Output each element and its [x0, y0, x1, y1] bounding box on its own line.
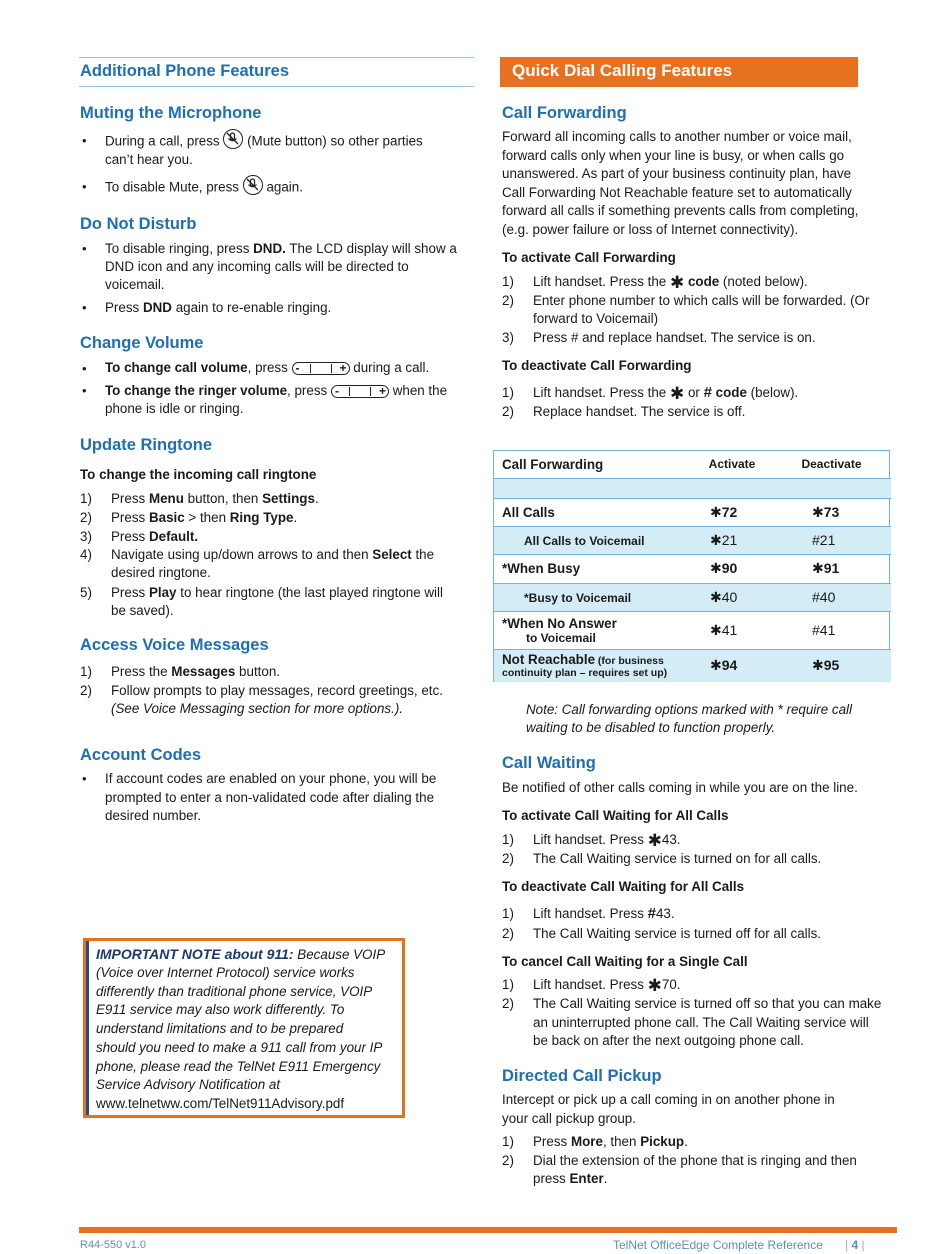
table-row: [494, 611, 891, 649]
muting-title: Muting the Microphone: [80, 104, 262, 122]
footer-doc-title: TelNet OfficeEdge Complete Reference: [613, 1238, 823, 1252]
step-number: 1): [80, 664, 92, 679]
step-number: 1): [502, 1134, 514, 1149]
forwarding-paragraph-line: Call Forwarding Not Reachable feature set to automatically: [502, 184, 852, 200]
dnd-title: Do Not Disturb: [80, 215, 197, 233]
table-row: [494, 583, 891, 611]
note-911-text-line: differently than traditional phone service, VOIP: [96, 983, 373, 999]
step-number: 1): [502, 832, 514, 847]
table-note-line-2: waiting to be disabled to function properly.: [526, 720, 776, 735]
forwarding-activate-step-1: Lift handset. Press the ✱ code (noted below).: [533, 273, 808, 292]
table-header-deactivate: Deactivate: [801, 457, 862, 472]
account-line-3: desired number.: [105, 808, 202, 823]
right-section-header: [500, 57, 858, 87]
forwarding-deactivate-title: To deactivate Call Forwarding: [502, 358, 692, 373]
note-911-text-line: E911 service may also work differently. To: [96, 1002, 345, 1018]
muting-bullet-1: During a call, press (Mute button) so other parties: [105, 132, 475, 152]
step-number: 2): [502, 1153, 514, 1168]
waiting-cancel-step-2-line: an uninterrupted phone call. The Call Waiting service will: [533, 1014, 869, 1030]
footer-doc-code: R44-550 v1.0: [80, 1239, 147, 1251]
forwarding-deactivate-step-1: Lift handset. Press the ✱ or # code (below).: [533, 384, 799, 403]
waiting-deactivate-step-2: The Call Waiting service is turned off for all calls.: [533, 926, 822, 941]
step-number: 3): [80, 529, 92, 544]
waiting-cancel-step-2-line: The Call Waiting service is turned off so that you can make: [533, 996, 882, 1011]
bullet: •: [82, 361, 87, 376]
ringtone-step: Press Basic > then Ring Type.: [111, 510, 298, 525]
dnd-bullet-2: Press DND again to re-enable ringing.: [105, 300, 332, 315]
table-row: [494, 526, 891, 554]
table-cell-activate-code: ✱41: [692, 611, 772, 649]
table-cell-deactivate-code: #21: [772, 526, 891, 554]
voice-step-1: Press the Messages button.: [111, 664, 280, 679]
table-cell-deactivate-code: #41: [772, 611, 891, 649]
bullet: •: [82, 383, 87, 398]
step-number: 2): [502, 293, 514, 308]
table-cell-activate-code: ✱72: [692, 498, 772, 526]
forwarding-paragraph-line: forward all calls if something prevents calls from completing,: [502, 203, 859, 218]
step-number: 2): [502, 996, 514, 1011]
step-number: 5): [80, 585, 92, 600]
waiting-activate-step-2: The Call Waiting service is turned on for all calls.: [533, 851, 822, 866]
table-cell-deactivate-code: ✱91: [772, 554, 891, 583]
step-number: 2): [502, 404, 514, 419]
volume-bullet-1: To change call volume, press - + during a call.: [105, 360, 430, 375]
forwarding-deactivate-step-2: Replace handset. The service is off.: [533, 404, 746, 419]
table-row: [494, 649, 891, 682]
ringtone-step: Press Play to hear ringtone (the last played ringtone will: [111, 585, 443, 600]
table-cell-deactivate-code: #40: [772, 583, 891, 611]
step-number: 2): [502, 926, 514, 941]
waiting-deactivate-title: To deactivate Call Waiting for All Calls: [502, 879, 745, 894]
account-line-1: If account codes are enabled on your phone, you will be: [105, 771, 437, 786]
bullet: •: [82, 241, 87, 256]
dnd-bullet-1-line3: voicemail.: [105, 277, 165, 292]
bullet: •: [82, 300, 87, 315]
dnd-bullet-1: To disable ringing, press DND. The LCD display will show a: [105, 241, 457, 256]
step-number: 1): [80, 491, 92, 506]
step-number: 3): [502, 330, 514, 345]
step-number: 1): [502, 274, 514, 289]
ringtone-step: Press Default.: [111, 529, 199, 544]
pickup-step-1: Press More, then Pickup.: [533, 1134, 688, 1149]
note-911-text-line: understand limitations and to be prepared: [96, 1021, 344, 1037]
muting-bullet-2: To disable Mute, press again.: [105, 178, 475, 198]
table-cell-feature: *Busy to Voicemail: [494, 583, 692, 611]
volume-key-icon: - +: [331, 385, 389, 398]
volume-bullet-2-line2: phone is idle or ringing.: [105, 401, 244, 416]
table-header-feature: Call Forwarding: [502, 456, 604, 472]
table-header-activate: Activate: [708, 457, 756, 472]
account-line-2: prompted to enter a non-validated code after dialing the: [105, 790, 435, 805]
footer-rule: [79, 1227, 897, 1233]
table-cell-deactivate-code: ✱73: [772, 498, 891, 526]
waiting-title: Call Waiting: [502, 754, 596, 772]
table-cell-feature: Not Reachable (for business continuity plan – requires set up): [494, 649, 692, 682]
table-spacer-row: [494, 478, 891, 498]
forwarding-paragraph-line: forward calls only when your line is busy, or when calls go: [502, 147, 845, 163]
forwarding-activate-title: To activate Call Forwarding: [502, 250, 676, 265]
note-911-text-line: phone, please read the TelNet E911 Emergency: [96, 1058, 381, 1074]
forwarding-paragraph-line: (e.g. power failure or loss of Internet connectivity).: [502, 221, 799, 237]
pickup-step-2: Dial the extension of the phone that is ringing and then: [533, 1153, 857, 1168]
left-header-rule-top: [79, 57, 474, 58]
step-number: 2): [80, 510, 92, 525]
note-911-url[interactable]: www.telnetww.com/TelNet911Advisory.pdf: [96, 1096, 345, 1111]
waiting-activate-step-1: Lift handset. Press ✱43.: [533, 831, 681, 850]
step-number: 1): [502, 977, 514, 992]
note-911-accent-bar: [86, 941, 89, 1115]
waiting-cancel-title: To cancel Call Waiting for a Single Call: [502, 954, 748, 969]
forwarding-activate-step-2-line2: forward to Voicemail): [533, 311, 659, 326]
ringtone-step: Navigate using up/down arrows to and then Select the: [111, 547, 435, 562]
table-cell-feature: *When No Answer to Voicemail: [494, 611, 692, 649]
note-911-text-line: Service Advisory Notification at: [96, 1077, 281, 1093]
pickup-intro-2: your call pickup group.: [502, 1111, 636, 1126]
voice-step-2-line2: (See Voice Messaging section for more options.).: [111, 701, 404, 716]
table-cell-activate-code: ✱90: [692, 554, 772, 583]
account-title: Account Codes: [80, 746, 202, 764]
pickup-title: Directed Call Pickup: [502, 1067, 662, 1085]
left-header-rule-bottom: [79, 86, 474, 87]
forwarding-paragraph-line: Forward all incoming calls to another number or voice mail,: [502, 129, 852, 144]
volume-title: Change Volume: [80, 334, 204, 352]
ringtone-step-line2: desired ringtone.: [111, 565, 211, 580]
forwarding-title: Call Forwarding: [502, 104, 627, 122]
waiting-cancel-step-1: Lift handset. Press ✱70.: [533, 976, 681, 995]
step-number: 2): [80, 683, 92, 698]
table-cell-feature: All Calls: [494, 498, 692, 526]
waiting-cancel-step-2-line: be back on after the next outgoing phone call.: [533, 1033, 804, 1048]
pickup-step-2-line2: press Enter.: [533, 1171, 608, 1186]
ringtone-subtitle: To change the incoming call ringtone: [80, 467, 317, 482]
table-row: [494, 554, 891, 583]
volume-bullet-2: To change the ringer volume, press - + when the: [105, 383, 448, 398]
voice-title: Access Voice Messages: [80, 636, 269, 654]
right-header-label: Quick Dial Calling Features: [512, 61, 733, 80]
table-row: [494, 498, 891, 526]
step-number: 2): [502, 851, 514, 866]
mute-button-icon: [223, 129, 243, 149]
waiting-intro: Be notified of other calls coming in while you are on the line.: [502, 780, 858, 795]
footer-page-number: | 4 |: [845, 1238, 865, 1252]
table-note-line-1: Note: Call forwarding options marked with * require call: [526, 702, 852, 717]
pickup-intro-1: Intercept or pick up a call coming in on another phone in: [502, 1092, 835, 1107]
forwarding-activate-step-2: Enter phone number to which calls will be forwarded. (Or: [533, 293, 870, 308]
table-cell-activate-code: ✱40: [692, 583, 772, 611]
bullet: •: [82, 771, 87, 786]
voice-step-2: Follow prompts to play messages, record greetings, etc.: [111, 683, 443, 698]
muting-bullet-1-line2: can’t hear you.: [105, 152, 193, 167]
table-cell-feature: All Calls to Voicemail: [494, 526, 692, 554]
ringtone-step: Press Menu button, then Settings.: [111, 491, 319, 506]
waiting-activate-title: To activate Call Waiting for All Calls: [502, 808, 729, 823]
table-cell-feature: *When Busy: [494, 554, 692, 583]
note-911-line-1: IMPORTANT NOTE about 911: Because VOIP: [96, 946, 386, 962]
forwarding-activate-step-3: Press # and replace handset. The service is on.: [533, 330, 816, 345]
table-cell-activate-code: ✱21: [692, 526, 772, 554]
table-cell-activate-code: ✱94: [692, 649, 772, 682]
step-number: 1): [502, 385, 514, 400]
volume-key-icon: - +: [292, 362, 350, 375]
dnd-bullet-1-line2: DND icon and any incoming calls will be directed to: [105, 259, 409, 274]
ringtone-step-line2: be saved).: [111, 603, 174, 618]
note-911-text-line: (Voice over Internet Protocol) service works: [96, 965, 355, 980]
waiting-deactivate-step-1: Lift handset. Press #43.: [533, 905, 675, 922]
table-cell-deactivate-code: ✱95: [772, 649, 891, 682]
step-number: 1): [502, 906, 514, 921]
ringtone-title: Update Ringtone: [80, 436, 212, 454]
bullet: •: [82, 179, 87, 194]
left-section-header: Additional Phone Features: [80, 62, 290, 80]
bullet: •: [82, 133, 87, 148]
note-911-text-line: should you need to make a 911 call from your IP: [96, 1039, 383, 1055]
forwarding-paragraph-line: unanswered. As part of your business continuity plan, have: [502, 166, 852, 181]
mute-button-icon: [243, 175, 263, 195]
forwarding-code-table: [493, 450, 890, 682]
step-number: 4): [80, 547, 92, 562]
